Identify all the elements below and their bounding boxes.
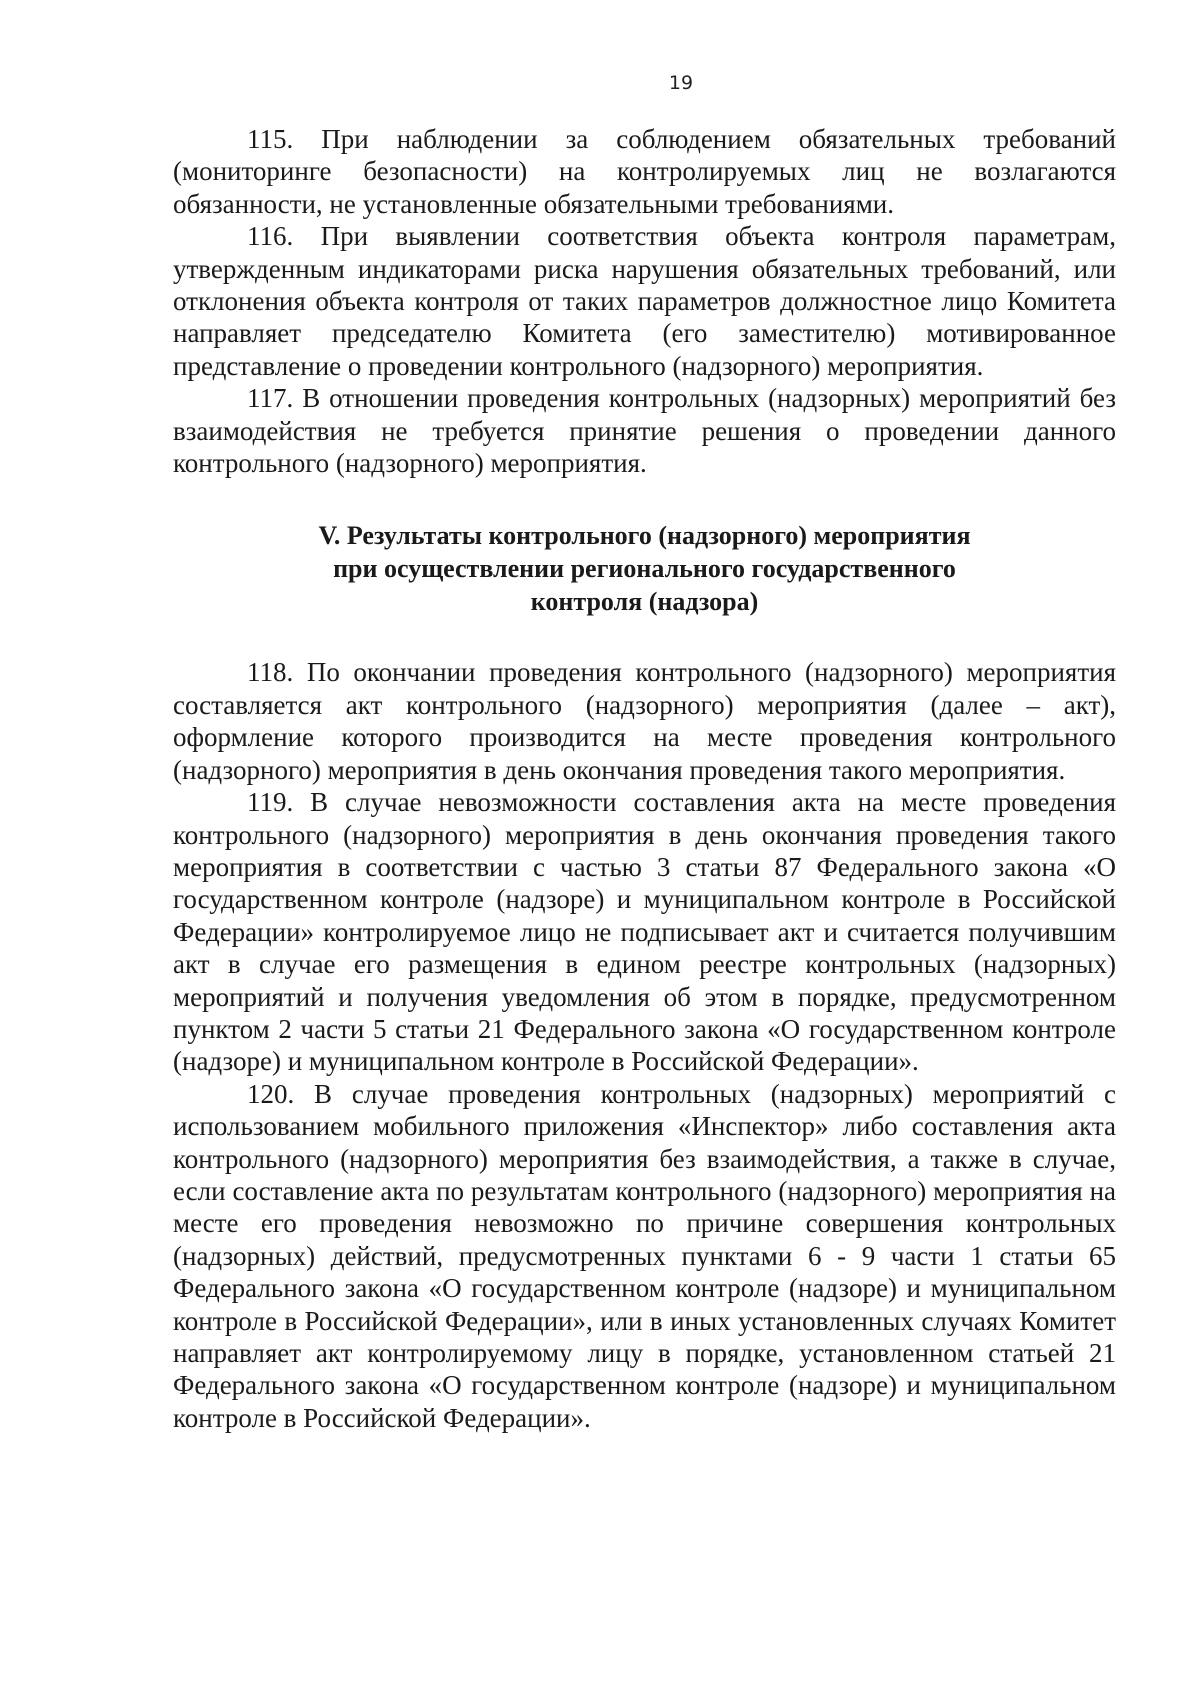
paragraph-117: 117. В отношении проведения контрольных (надзорных) мероприятий без взаимодействия не требуется принятие решения о проведении данного контрольного (надзорного) мероприятия. (173, 383, 1116, 479)
section-heading-line-3: контроля (надзора) (530, 587, 759, 617)
document-body (173, 123, 1116, 1434)
section-heading-line-1: V. Результаты контрольного (надзорного) мероприятия (318, 521, 971, 551)
paragraph-115: 115. При наблюдении за соблюдением обязательных требований (мониторинге безопасности) на контролируемых лиц не возлагаются обязанности, не установленные обязательными требованиями. (173, 124, 1116, 219)
paragraph-120: 120. В случае проведения контрольных (надзорных) мероприятий с использованием мобильного приложения «Инспектор» либо составления акта контрольного (надзорного) мероприятия без взаимодействия, а также в случае, если составление акта по результатам контрольного (надзорного) мероприятия на месте его проведения невозможно по причине совершения контрольных (надзорных) действий, предусмотренных пунктами 6 - 9 части 1 статьи 65 Федерального закона «О государственном контроле (надзоре) и муниципальном контроле в Российской Федерации», или в иных установленных случаях Комитет направляет акт контролируемому лицу в порядке, установленном статьей 21 Федерального закона «О государственном контроле (надзоре) и муниципальном контроле в Российской Федерации». (173, 1078, 1116, 1433)
section-heading (173, 519, 1116, 618)
paragraph-116: 116. При выявлении соответствия объекта контроля параметрам, утвержденным индикаторами риска нарушения обязательных требований, или отклонения объекта контроля от таких параметров должностное лицо Комитета направляет председателю Комитета (его заместителю) мотивированное представление о проведении контрольного (надзорного) мероприятия. (173, 221, 1116, 381)
section-heading-line-2: при осуществлении регионального государственного (333, 554, 956, 584)
paragraph-119: 119. В случае невозможности составления акта на месте проведения контрольного (надзорного) мероприятия в день окончания проведения такого мероприятия в соответствии с частью 3 статьи 87 Федерального закона «О государственном контроле (надзоре) и муниципальном контроле в Российской Федерации» контролируемое лицо не подписывает акт и считается получившим акт в случае его размещения в едином реестре контрольных (надзорных) мероприятий и получения уведомления об этом в порядке, предусмотренном пунктом 2 части 5 статьи 21 Федерального закона «О государственном контроле (надзоре) и муниципальном контроле в Российской Федерации». (173, 787, 1116, 1077)
paragraph-118: 118. По окончании проведения контрольного (надзорного) мероприятия составляется акт контрольного (надзорного) мероприятия (далее – акт), оформление которого производится на месте проведения контрольного (надзорного) мероприятия в день окончания проведения такого мероприятия. (173, 657, 1116, 785)
page-number: 19 (668, 72, 694, 94)
